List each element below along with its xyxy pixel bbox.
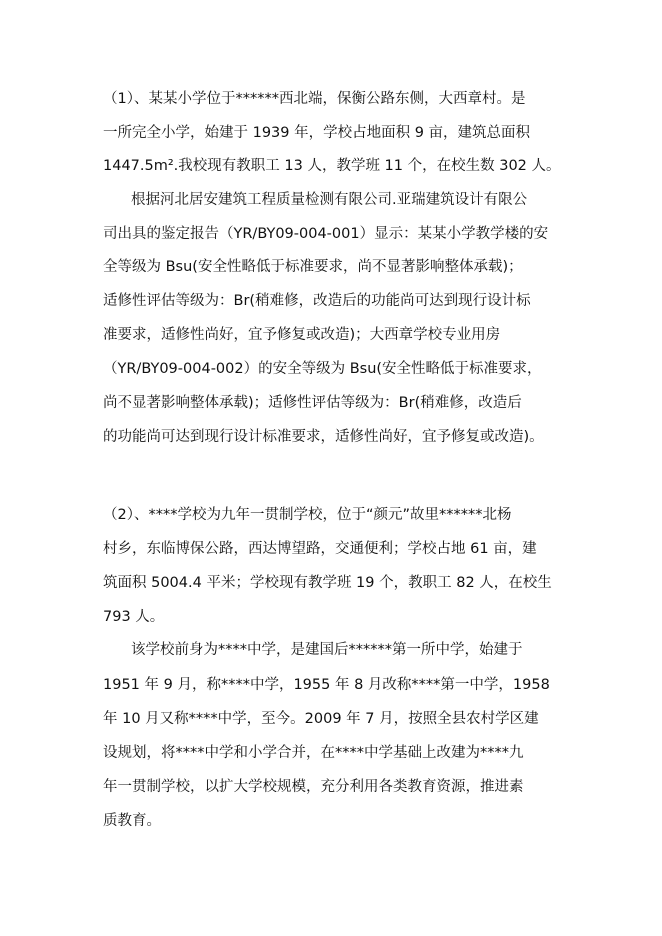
- text-line: 1447.5m².我校现有教职工 13 人，教学班 11 个，在校生数 302 人。: [103, 158, 561, 174]
- text-line: 适修性评估等级为：Br(稍难修，改造后的功能尚可达到现行设计标: [103, 293, 531, 309]
- text-line: 村乡，东临博保公路，西达博望路，交通便利；学校占地 61 亩，建: [103, 541, 537, 557]
- text-line: 筑面积 5004.4 平米；学校现有教学班 19 个，教职工 82 人，在校生: [103, 575, 552, 591]
- text-line: 793 人。: [103, 609, 165, 625]
- text-line: （2）、****学校为九年一贯制学校，位于“颜元”故里******北杨: [103, 507, 512, 523]
- text-line: 一所完全小学，始建于 1939 年，学校占地面积 9 亩，建筑总面积: [103, 125, 531, 141]
- text-line: 司出具的鉴定报告（YR/BY09-004-001）显示：某某小学教学楼的安: [103, 226, 549, 242]
- text-line: 该学校前身为****中学，是建国后******第一所中学，始建于: [131, 642, 523, 658]
- text-line: 根据河北居安建筑工程质量检测有限公司.亚瑞建筑设计有限公: [131, 192, 528, 208]
- text-line: 的功能尚可达到现行设计标准要求，适修性尚好，宜予修复或改造)。: [103, 429, 544, 445]
- text-line: 尚不显著影响整体承载)；适修性评估等级为：Br(稍难修，改造后: [103, 395, 522, 411]
- text-line: 年 10 月又称****中学，至今。2009 年 7 月，按照全县农村学区建: [103, 711, 539, 727]
- text-line: 全等级为 Bsu(安全性略低于标准要求，尚不显著影响整体承载)；: [103, 259, 523, 275]
- text-line: 准要求，适修性尚好，宜予修复或改造)；大西章学校专业用房: [103, 327, 501, 343]
- text-line: （1）、某某小学位于******西北端，保衡公路东侧，大西章村。是: [103, 91, 526, 107]
- text-line: 质教育。: [103, 813, 161, 829]
- text-line: （YR/BY09-004-002）的安全等级为 Bsu(安全性略低于标准要求，: [103, 361, 542, 377]
- text-line: 设规划，将****中学和小学合并，在****中学基础上改建为****九: [103, 745, 524, 761]
- text-line: 1951 年 9 月，称****中学，1955 年 8 月改称****第一中学，1958: [103, 677, 550, 693]
- text-line: 年一贯制学校，以扩大学校规模，充分利用各类教育资源，推进素: [103, 779, 524, 795]
